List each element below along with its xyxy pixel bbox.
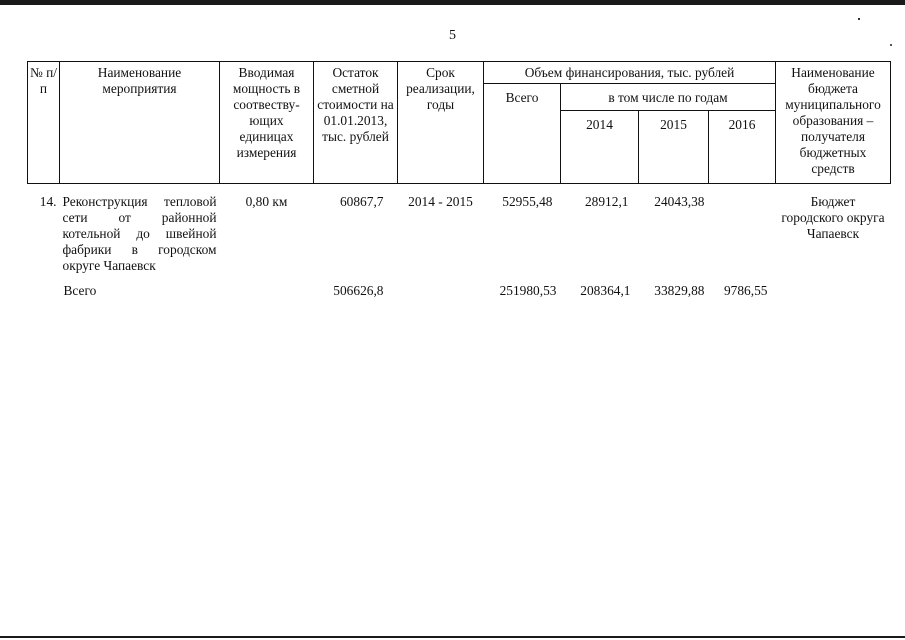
- header-year-2015: 2015: [639, 111, 709, 184]
- row-period: 2014 - 2015: [408, 194, 473, 209]
- row-remainder: 60867,7: [339, 194, 384, 209]
- bottom-border-line: [0, 636, 905, 638]
- total-label: Всего: [63, 282, 97, 298]
- total-sum: 251980,53: [499, 282, 557, 298]
- total-year-2014: 208364,1: [580, 282, 631, 298]
- row-year-2016: [709, 184, 776, 280]
- top-border-line: [0, 0, 905, 5]
- total-year-2016: 9786,55: [723, 282, 768, 298]
- header-number: № п/п: [28, 62, 60, 184]
- table-row: [28, 184, 891, 280]
- header-activity-name: Наименование мероприятия: [60, 62, 220, 184]
- total-remainder: 506626,8: [333, 282, 384, 298]
- header-total: Всего: [484, 84, 561, 184]
- financing-table: [27, 61, 891, 301]
- total-year-2015: 33829,88: [654, 282, 705, 298]
- table-header: [28, 62, 891, 184]
- header-remainder: Остаток сметной стоимости на 01.01.2013, тыс. рублей: [314, 62, 398, 184]
- header-by-years: в том числе по годам: [561, 84, 776, 111]
- row-capacity: 0,80 км: [245, 194, 288, 209]
- header-capacity: Вводимая мощность в соотвеству-ющих единицах измерения: [220, 62, 314, 184]
- scan-speck: [890, 44, 892, 46]
- row-year-2015: 24043,38: [654, 194, 705, 209]
- page-number: 5: [449, 28, 456, 43]
- row-activity-name: Реконструкция тепловой сети от районной котельной до швейной фабрики в городском округе Чапаевск: [62, 194, 217, 273]
- row-total: 52955,48: [502, 194, 553, 209]
- header-year-2016: 2016: [709, 111, 776, 184]
- header-year-2014: 2014: [561, 111, 639, 184]
- header-budget: Наименование бюджета муниципального образования – получателя бюджетных средств: [776, 62, 891, 184]
- header-period: Срок реализации, годы: [398, 62, 484, 184]
- row-budget-recipient: Бюджет городского округа Чапаевск: [781, 194, 885, 241]
- header-funding: Объем финансирования, тыс. рублей: [484, 62, 776, 84]
- row-number: 14.: [39, 194, 57, 209]
- total-row: [28, 280, 891, 301]
- scan-speck: [858, 18, 860, 20]
- row-year-2014: 28912,1: [584, 194, 629, 209]
